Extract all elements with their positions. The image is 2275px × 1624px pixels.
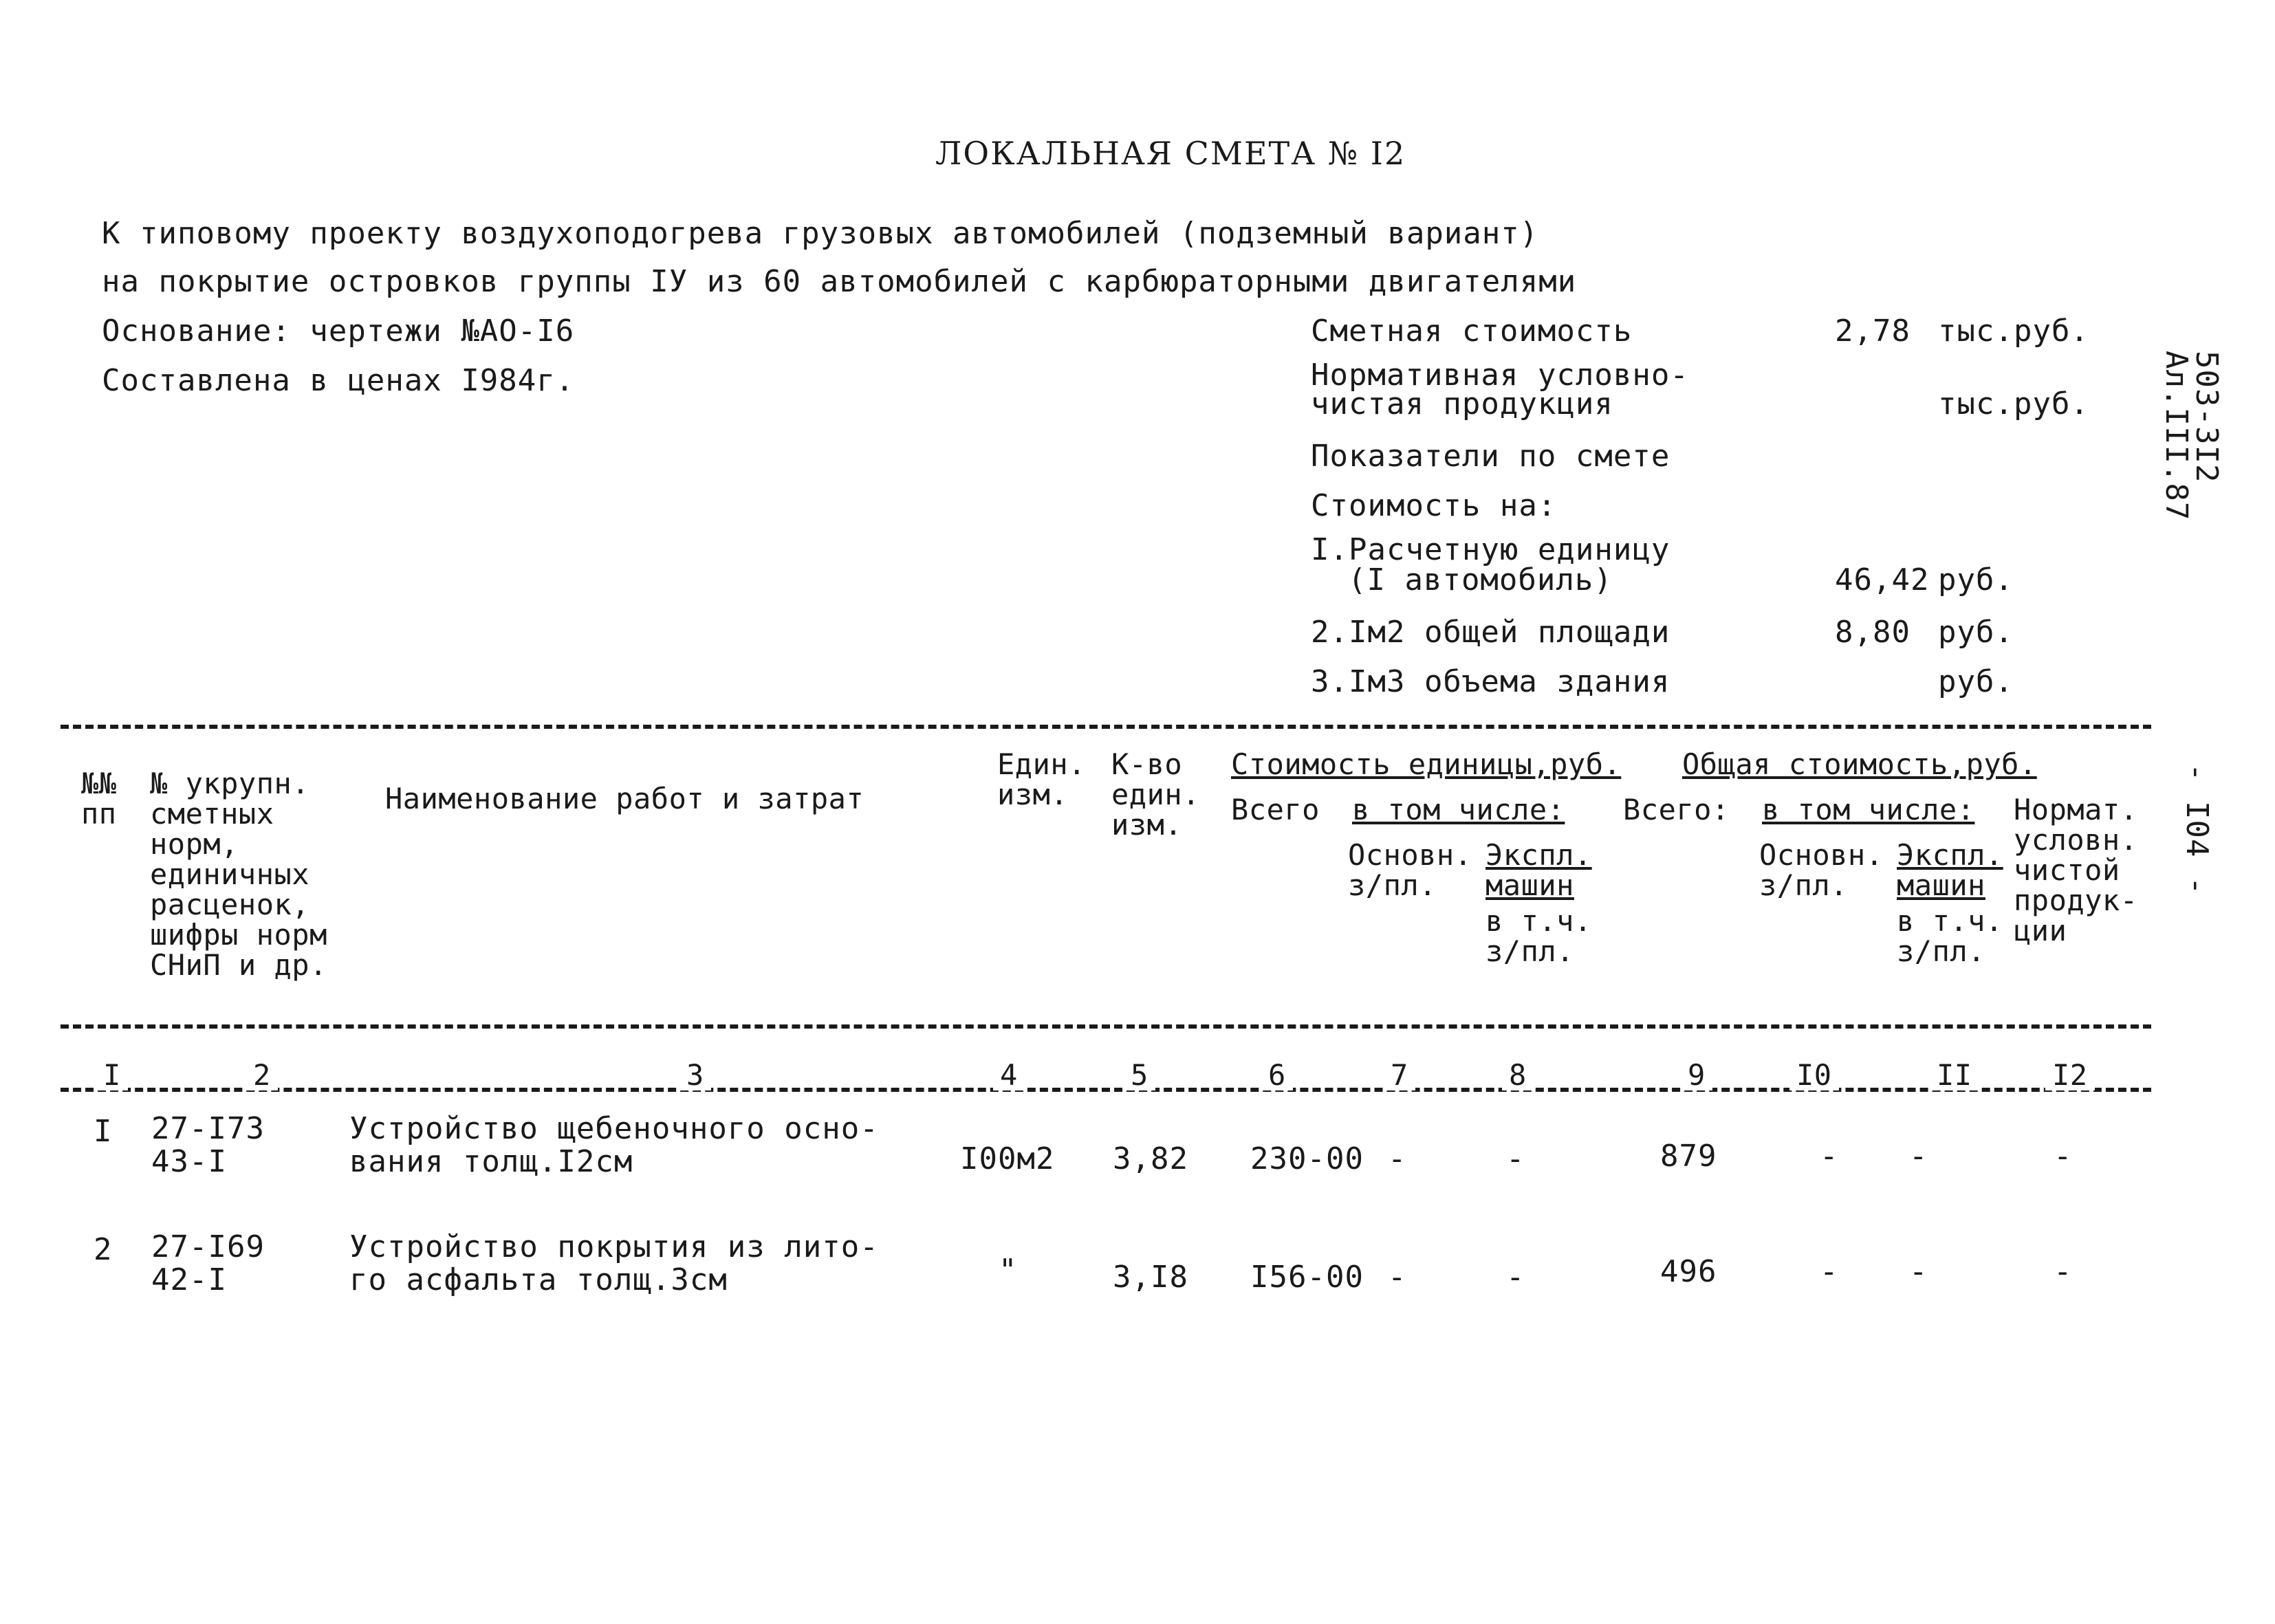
row-col-12: - <box>2054 1254 2073 1289</box>
unit3-unit: руб. <box>1938 664 2014 699</box>
side-code: 503-3I2 <box>2189 351 2224 483</box>
unit2-unit: руб. <box>1938 615 2014 650</box>
row-unit-total: I56-00 <box>1250 1260 1364 1295</box>
col-num-9: 9 <box>1681 1060 1712 1090</box>
row-number: I <box>94 1114 113 1149</box>
table-top-rule <box>61 725 2151 729</box>
estimated-cost-value: 2,78 <box>1835 314 1911 349</box>
document-title: ЛОКАЛЬНАЯ СМЕТА № I2 <box>935 135 1406 172</box>
header-unit-total: Всего <box>1231 793 1320 826</box>
row-qty: 3,82 <box>1113 1141 1188 1176</box>
header-total-cost: Общая стоимость,руб. <box>1682 747 2037 781</box>
unit1-label-1: I.Расчетную единицу <box>1311 532 1670 567</box>
header-unit-cost: Стоимость единицы,руб. <box>1231 747 1622 781</box>
row-col-7: - <box>1388 1141 1407 1176</box>
row-col-7: - <box>1388 1260 1407 1295</box>
row-col-8: - <box>1506 1141 1525 1176</box>
indicators-label: Показатели по смете <box>1311 439 1670 474</box>
prices-line: Составлена в ценах I984г. <box>102 363 575 398</box>
row-total: 496 <box>1660 1254 1717 1289</box>
row-col-10: - <box>1820 1254 1839 1289</box>
header-all-machines: Экспл. машин <box>1897 838 2003 902</box>
col-num-11: II <box>1930 1060 1979 1090</box>
col-num-4: 4 <box>993 1060 1025 1090</box>
row-code: 27-I73 43-I <box>151 1111 265 1179</box>
table-row <box>0 1112 2275 1195</box>
header-unit-machines-wage: в т.ч. з/пл. <box>1485 904 1592 968</box>
row-unit-total: 230-00 <box>1250 1141 1364 1176</box>
table-header-rule <box>61 1024 2151 1029</box>
unit2-label: 2.Iм2 общей площади <box>1311 615 1670 650</box>
col-num-10: I0 <box>1789 1060 1839 1090</box>
intro-line-2: на покрытие островков группы IУ из 60 автомобилей с карбюраторными двигателями <box>102 264 1577 299</box>
column-number-row <box>61 1060 2151 1096</box>
header-normative: Нормат. условн. чистой продук- ции <box>2014 793 2138 947</box>
header-col-4: Един. изм. <box>997 747 1086 811</box>
row-col-10: - <box>1820 1139 1839 1174</box>
estimated-cost-unit: тыс.руб. <box>1938 314 2089 349</box>
header-all-machines-wage: в т.ч. з/пл. <box>1897 904 2003 968</box>
header-col-2: № укрупн. сметных норм, единичных расценок, шифры норм СНиП и др. <box>150 767 327 982</box>
row-code: 27-I69 42-I <box>151 1229 265 1297</box>
header-unit-machines: Экспл. машин <box>1485 838 1592 902</box>
intro-line-1: К типовому проекту воздухоподогрева грузовых автомобилей (подземный вариант) <box>102 216 1539 251</box>
header-unit-incl: в том числе: <box>1352 793 1565 826</box>
col-num-6: 6 <box>1261 1060 1293 1090</box>
header-all-incl: в том числе: <box>1762 793 1975 826</box>
row-col-11: - <box>1909 1139 1928 1174</box>
row-name: Устройство покрытия из лито- го асфальта толщ.3см <box>349 1229 879 1297</box>
unit1-label-2: (I автомобиль) <box>1348 562 1613 597</box>
col-num-7: 7 <box>1384 1060 1415 1090</box>
side-page-number: - I04 - <box>2179 763 2214 896</box>
col-num-5: 5 <box>1124 1060 1155 1090</box>
row-qty: 3,I8 <box>1113 1260 1188 1295</box>
row-unit: " <box>999 1253 1018 1288</box>
col-num-3: 3 <box>679 1060 711 1090</box>
normative-unit: тыс.руб. <box>1938 386 2089 421</box>
row-name: Устройство щебеночного осно- вания толщ.I2см <box>349 1111 879 1179</box>
cost-per-label: Стоимость на: <box>1311 488 1557 523</box>
row-total: 879 <box>1660 1139 1717 1174</box>
col-num-8: 8 <box>1502 1060 1534 1090</box>
col-num-1: I <box>96 1060 128 1090</box>
normative-label-1: Нормативная условно- <box>1311 358 1689 393</box>
side-album: Ал.III.87 <box>2159 351 2194 521</box>
col-num-2: 2 <box>246 1060 278 1090</box>
header-col-5: К-во един. изм. <box>1111 747 1200 842</box>
col-num-12: I2 <box>2045 1060 2095 1090</box>
header-col-3: Наименование работ и затрат <box>385 782 864 815</box>
header-unit-basic-wage: Основн. з/пл. <box>1348 838 1472 902</box>
header-all-total: Всего: <box>1623 793 1730 826</box>
unit2-value: 8,80 <box>1835 615 1911 650</box>
row-unit: I00м2 <box>960 1141 1055 1176</box>
unit1-value: 46,42 <box>1835 562 1930 597</box>
header-col-1: №№ пп <box>81 767 117 831</box>
basis-line: Основание: чертежи №АО-I6 <box>102 314 575 349</box>
header-all-basic-wage: Основн. з/пл. <box>1759 838 1884 902</box>
row-col-12: - <box>2054 1139 2073 1174</box>
row-col-8: - <box>1506 1260 1525 1295</box>
estimated-cost-label: Сметная стоимость <box>1311 314 1633 349</box>
unit3-label: 3.Iм3 объема здания <box>1311 664 1670 699</box>
table-row <box>0 1231 2275 1313</box>
normative-label-2: чистая продукция <box>1311 386 1613 421</box>
unit1-unit: руб. <box>1938 562 2014 597</box>
row-col-11: - <box>1909 1254 1928 1289</box>
row-number: 2 <box>94 1232 113 1267</box>
